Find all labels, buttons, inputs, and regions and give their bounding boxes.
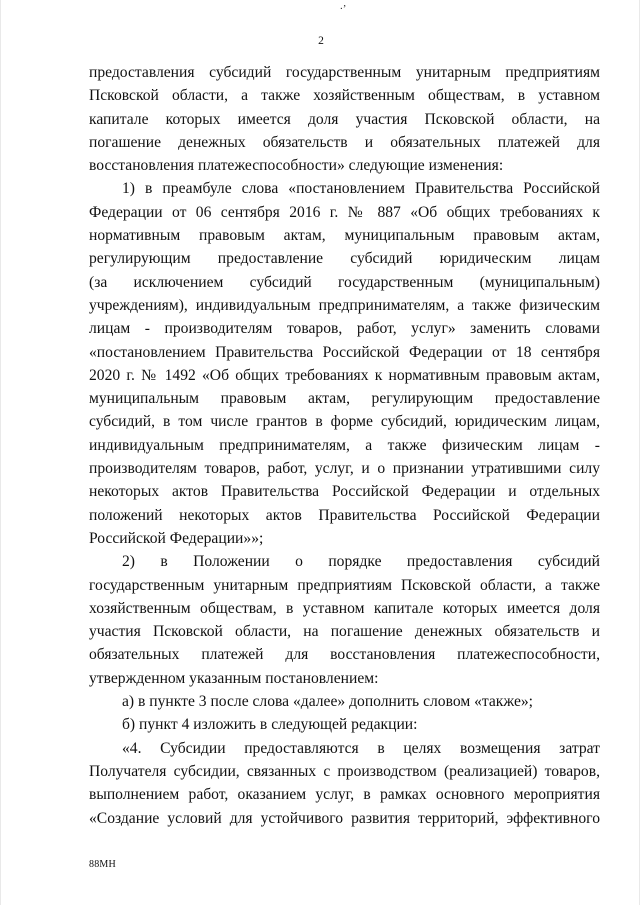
text-line: субсидий, в том числе грантов в форме субсидий, юридическим лицам,	[89, 413, 600, 431]
text-line: выполнением работ, оказанием услуг, в рамках основного мероприятия	[89, 786, 600, 804]
text-line: муниципальным правовым актам, регулирующим предоставление	[89, 390, 600, 408]
text-line: утвержденном указанным постановлением:	[89, 669, 379, 687]
text-line: государственным унитарным предприятиям Псковской области, а также	[89, 576, 600, 594]
text-line: Российской Федерации»»;	[89, 529, 264, 547]
text-line: погашение денежных обязательств и обязательных платежей для	[89, 133, 600, 151]
text-line: положений некоторых актов Правительства Российской Федерации	[89, 506, 600, 524]
text-line: Получателя субсидии, связанных с производством (реализацией) товаров,	[89, 762, 600, 780]
text-line: а) в пункте 3 после слова «далее» дополнить словом «также»;	[122, 693, 534, 711]
text-line: учреждениям), индивидуальным предпринимателям, а также физическим	[89, 296, 600, 314]
text-line: «Создание условий для устойчивого развития территорий, эффективного	[89, 809, 600, 827]
text-line: предоставления субсидий государственным унитарным предприятиям	[89, 64, 600, 81]
document-body	[89, 61, 600, 830]
text-line: обязательных платежей для восстановления платежеспособности,	[89, 646, 600, 664]
text-line: хозяйственным обществам, в уставном капитале которых имеется доля	[89, 599, 600, 617]
text-line: производителям товаров, работ, услуг, и о признании утратившими силу	[89, 460, 600, 478]
text-line: 2) в Положении о порядке предоставления субсидий	[122, 553, 600, 571]
text-line: (за исключением субсидий государственным (муниципальным)	[89, 273, 600, 291]
text-line: 1) в преамбуле слова «постановлением Правительства Российской	[122, 180, 600, 198]
text-line: 2020 г. № 1492 «Об общих требованиях к нормативным правовым актам,	[89, 366, 600, 384]
text-line: регулирующим предоставление субсидий юридическим лицам	[89, 250, 600, 268]
text-line: индивидуальным предпринимателям, а также физическим лицам -	[89, 436, 600, 454]
text-line: лицам - производителям товаров, работ, услуг» заменить словами	[89, 320, 600, 338]
text-line: некоторых актов Правительства Российской Федерации и отдельных	[89, 483, 600, 501]
text-line: капитале которых имеется доля участия Псковской области, на	[89, 110, 600, 128]
page-number: 2	[318, 35, 324, 47]
text-line: б) пункт 4 изложить в следующей редакции:	[122, 716, 418, 734]
text-line: участия Псковской области, на погашение денежных обязательств и	[89, 623, 600, 641]
text-line: «постановлением Правительства Российской Федерации от 18 сентября	[89, 343, 600, 361]
text-line: восстановления платежеспособности» следующие изменения:	[89, 157, 504, 175]
scan-artifact-mark: ∙’	[340, 3, 347, 15]
text-line: Федерации от 06 сентября 2016 г. № 887 «Об общих требованиях к	[89, 203, 600, 221]
footer-document-code: 88МН	[89, 859, 116, 870]
text-line: «4. Субсидии предоставляются в целях возмещения затрат	[122, 739, 600, 757]
text-line: нормативным правовым актам, муниципальным правовым актам,	[89, 227, 600, 245]
text-line: Псковской области, а также хозяйственным обществам, в уставном	[89, 87, 600, 105]
